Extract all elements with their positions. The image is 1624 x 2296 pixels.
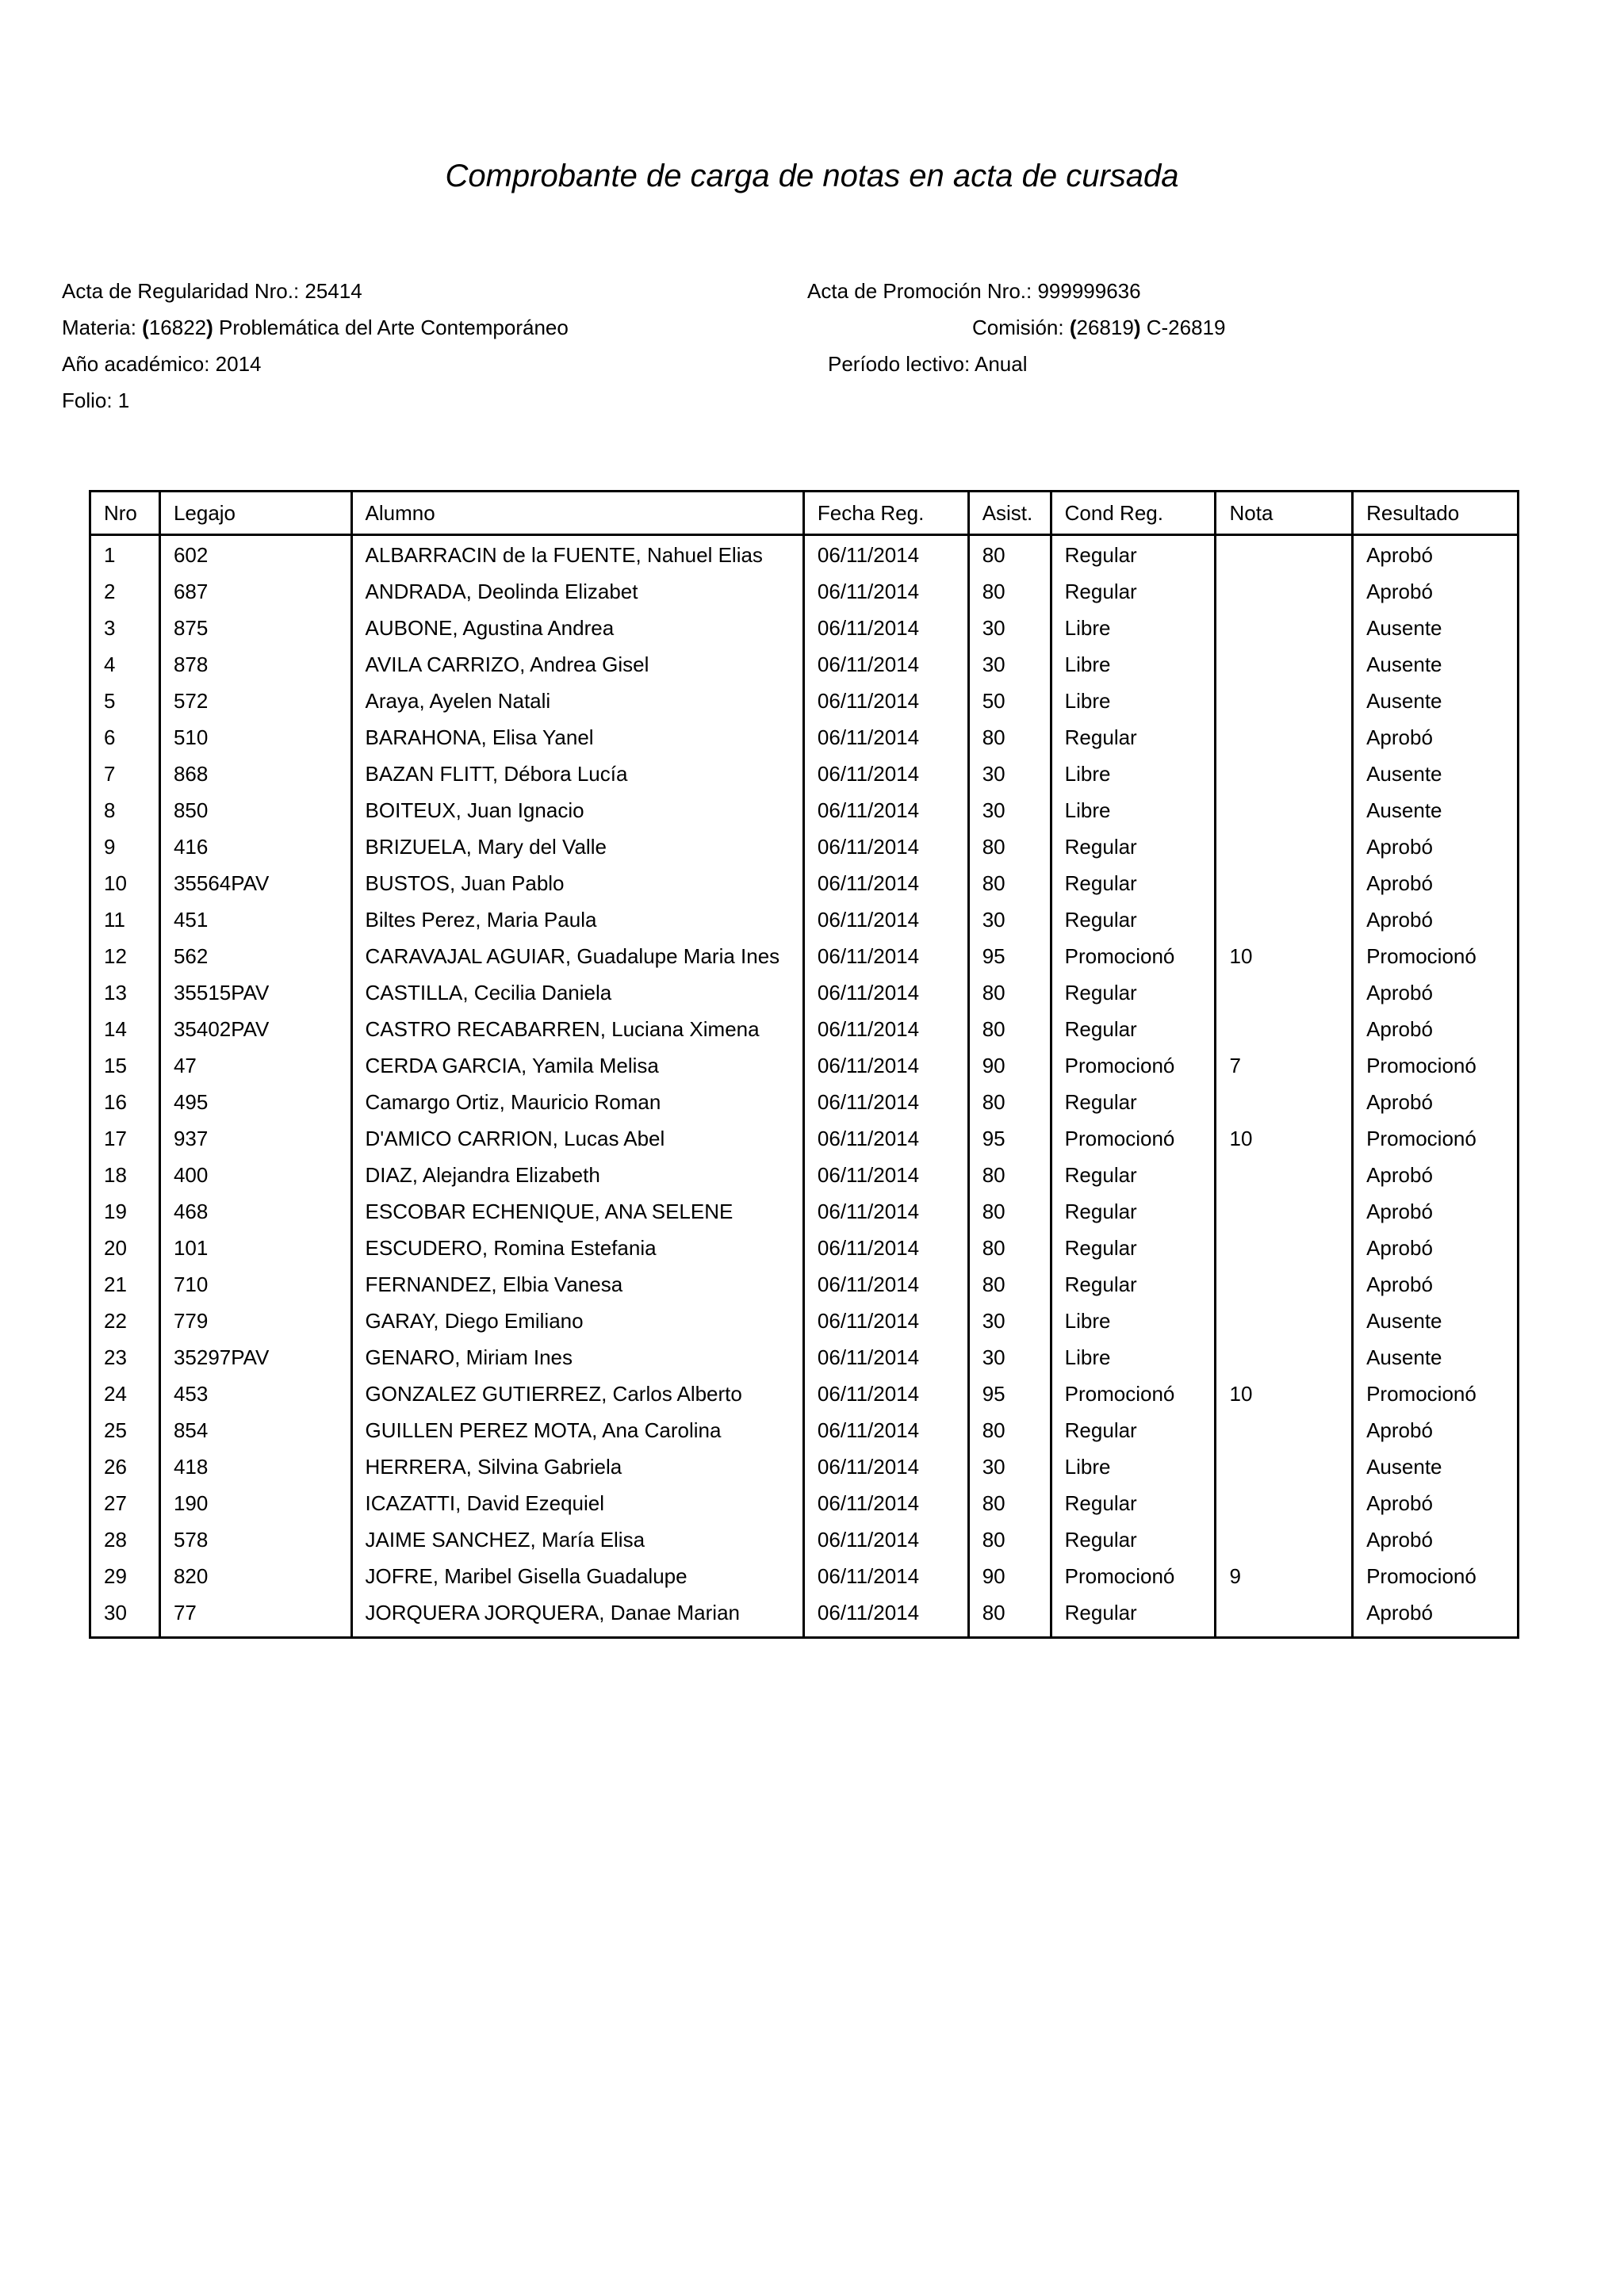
cell-legajo: 854 — [159, 1418, 351, 1454]
cell-cond-reg: Libre — [1051, 652, 1216, 688]
cell-nro: 25 — [90, 1418, 160, 1454]
cell-nro: 17 — [90, 1126, 160, 1162]
cell-nota — [1216, 761, 1353, 798]
cell-fecha-reg: 06/11/2014 — [803, 1563, 968, 1600]
cell-alumno: BUSTOS, Juan Pablo — [351, 871, 803, 907]
cell-fecha-reg: 06/11/2014 — [803, 1454, 968, 1490]
cell-alumno: DIAZ, Alejandra Elizabeth — [351, 1162, 803, 1199]
cell-cond-reg: Libre — [1051, 798, 1216, 834]
table-row — [90, 615, 1519, 652]
comision-close-paren: ) — [1133, 316, 1141, 339]
col-header-fecha-reg: Fecha Reg. — [803, 492, 968, 535]
cell-asist: 95 — [968, 943, 1051, 980]
cell-cond-reg: Regular — [1051, 1418, 1216, 1454]
cell-fecha-reg: 06/11/2014 — [803, 871, 968, 907]
cell-resultado: Aprobó — [1353, 834, 1519, 871]
cell-cond-reg: Regular — [1051, 1272, 1216, 1308]
cell-nro: 15 — [90, 1053, 160, 1089]
table-row — [90, 1527, 1519, 1563]
acta-regularidad: Acta de Regularidad Nro.: 25414 — [62, 279, 362, 303]
cell-alumno: BARAHONA, Elisa Yanel — [351, 725, 803, 761]
cell-nro: 18 — [90, 1162, 160, 1199]
cell-fecha-reg: 06/11/2014 — [803, 907, 968, 943]
cell-nota: 7 — [1216, 1053, 1353, 1089]
cell-asist: 80 — [968, 871, 1051, 907]
cell-alumno: Biltes Perez, Maria Paula — [351, 907, 803, 943]
cell-asist: 30 — [968, 907, 1051, 943]
cell-resultado: Aprobó — [1353, 725, 1519, 761]
cell-alumno: GUILLEN PEREZ MOTA, Ana Carolina — [351, 1418, 803, 1454]
col-header-cond-reg: Cond Reg. — [1051, 492, 1216, 535]
cell-fecha-reg: 06/11/2014 — [803, 652, 968, 688]
anio-academico: Año académico: 2014 — [62, 352, 262, 376]
cell-asist: 30 — [968, 798, 1051, 834]
cell-asist: 80 — [968, 1600, 1051, 1638]
cell-asist: 95 — [968, 1381, 1051, 1418]
cell-cond-reg: Regular — [1051, 834, 1216, 871]
cell-cond-reg: Regular — [1051, 725, 1216, 761]
cell-fecha-reg: 06/11/2014 — [803, 579, 968, 615]
cell-fecha-reg: 06/11/2014 — [803, 725, 968, 761]
cell-resultado: Ausente — [1353, 615, 1519, 652]
cell-legajo: 868 — [159, 761, 351, 798]
cell-fecha-reg: 06/11/2014 — [803, 688, 968, 725]
cell-nota — [1216, 980, 1353, 1016]
periodo-lectivo: Período lectivo: Anual — [828, 352, 1028, 376]
cell-alumno: Araya, Ayelen Natali — [351, 688, 803, 725]
col-header-nota: Nota — [1216, 492, 1353, 535]
table-row — [90, 834, 1519, 871]
cell-asist: 80 — [968, 980, 1051, 1016]
cell-asist: 30 — [968, 615, 1051, 652]
materia-open-paren: ( — [142, 316, 149, 339]
cell-nro: 9 — [90, 834, 160, 871]
cell-asist: 80 — [968, 1418, 1051, 1454]
cell-legajo: 190 — [159, 1490, 351, 1527]
cell-resultado: Promocionó — [1353, 1563, 1519, 1600]
col-header-nro: Nro — [90, 492, 160, 535]
cell-nro: 29 — [90, 1563, 160, 1600]
cell-legajo: 77 — [159, 1600, 351, 1638]
cell-fecha-reg: 06/11/2014 — [803, 1162, 968, 1199]
table-row — [90, 798, 1519, 834]
cell-fecha-reg: 06/11/2014 — [803, 1053, 968, 1089]
comision-label: Comisión: — [972, 316, 1070, 339]
cell-alumno: ESCUDERO, Romina Estefania — [351, 1235, 803, 1272]
table-row — [90, 1016, 1519, 1053]
table-body — [90, 535, 1519, 1638]
table-row — [90, 725, 1519, 761]
cell-nota — [1216, 688, 1353, 725]
cell-legajo: 820 — [159, 1563, 351, 1600]
cell-asist: 80 — [968, 1272, 1051, 1308]
cell-alumno: CASTRO RECABARREN, Luciana Ximena — [351, 1016, 803, 1053]
table-row — [90, 907, 1519, 943]
cell-nota — [1216, 725, 1353, 761]
cell-legajo: 850 — [159, 798, 351, 834]
cell-legajo: 602 — [159, 535, 351, 580]
cell-cond-reg: Regular — [1051, 1235, 1216, 1272]
cell-legajo: 878 — [159, 652, 351, 688]
cell-asist: 90 — [968, 1053, 1051, 1089]
cell-alumno: FERNANDEZ, Elbia Vanesa — [351, 1272, 803, 1308]
cell-resultado: Ausente — [1353, 688, 1519, 725]
cell-resultado: Ausente — [1353, 761, 1519, 798]
cell-legajo: 687 — [159, 579, 351, 615]
cell-nro: 10 — [90, 871, 160, 907]
cell-fecha-reg: 06/11/2014 — [803, 1089, 968, 1126]
cell-nro: 12 — [90, 943, 160, 980]
cell-legajo: 578 — [159, 1527, 351, 1563]
cell-fecha-reg: 06/11/2014 — [803, 1381, 968, 1418]
cell-resultado: Aprobó — [1353, 1418, 1519, 1454]
materia-close-paren: ) — [206, 316, 213, 339]
cell-asist: 80 — [968, 1089, 1051, 1126]
cell-cond-reg: Promocionó — [1051, 1381, 1216, 1418]
cell-nota — [1216, 1600, 1353, 1638]
table-header-row — [90, 492, 1519, 535]
cell-nota — [1216, 907, 1353, 943]
comision-name: C-26819 — [1140, 316, 1226, 339]
cell-cond-reg: Regular — [1051, 1600, 1216, 1638]
cell-nro: 20 — [90, 1235, 160, 1272]
cell-alumno: BAZAN FLITT, Débora Lucía — [351, 761, 803, 798]
table-row — [90, 1490, 1519, 1527]
cell-asist: 80 — [968, 1162, 1051, 1199]
cell-alumno: AVILA CARRIZO, Andrea Gisel — [351, 652, 803, 688]
cell-alumno: JAIME SANCHEZ, María Elisa — [351, 1527, 803, 1563]
comision-open-paren: ( — [1069, 316, 1077, 339]
cell-nota — [1216, 834, 1353, 871]
table-row — [90, 1126, 1519, 1162]
col-header-alumno: Alumno — [351, 492, 803, 535]
cell-resultado: Ausente — [1353, 652, 1519, 688]
cell-nro: 14 — [90, 1016, 160, 1053]
cell-alumno: Camargo Ortiz, Mauricio Roman — [351, 1089, 803, 1126]
cell-alumno: GENARO, Miriam Ines — [351, 1345, 803, 1381]
cell-cond-reg: Regular — [1051, 1199, 1216, 1235]
cell-cond-reg: Libre — [1051, 1454, 1216, 1490]
table-row — [90, 1345, 1519, 1381]
cell-asist: 90 — [968, 1563, 1051, 1600]
table-row — [90, 1418, 1519, 1454]
cell-nota: 10 — [1216, 1126, 1353, 1162]
cell-nro: 22 — [90, 1308, 160, 1345]
cell-nota: 10 — [1216, 1381, 1353, 1418]
cell-nota — [1216, 1527, 1353, 1563]
cell-legajo: 710 — [159, 1272, 351, 1308]
cell-cond-reg: Regular — [1051, 871, 1216, 907]
cell-legajo: 47 — [159, 1053, 351, 1089]
cell-nota — [1216, 1454, 1353, 1490]
cell-cond-reg: Regular — [1051, 1016, 1216, 1053]
comision-code: 26819 — [1076, 316, 1134, 339]
cell-resultado: Ausente — [1353, 1454, 1519, 1490]
cell-resultado: Aprobó — [1353, 1089, 1519, 1126]
cell-legajo: 937 — [159, 1126, 351, 1162]
cell-nro: 19 — [90, 1199, 160, 1235]
cell-nota: 9 — [1216, 1563, 1353, 1600]
cell-nota — [1216, 1308, 1353, 1345]
cell-asist: 80 — [968, 1527, 1051, 1563]
cell-fecha-reg: 06/11/2014 — [803, 943, 968, 980]
cell-fecha-reg: 06/11/2014 — [803, 1490, 968, 1527]
materia-label: Materia: — [62, 316, 143, 339]
cell-asist: 30 — [968, 1308, 1051, 1345]
cell-legajo: 35564PAV — [159, 871, 351, 907]
table-row — [90, 1381, 1519, 1418]
table-row — [90, 1454, 1519, 1490]
col-header-asist: Asist. — [968, 492, 1051, 535]
cell-nro: 5 — [90, 688, 160, 725]
cell-alumno: CARAVAJAL AGUIAR, Guadalupe Maria Ines — [351, 943, 803, 980]
materia-name: Problemática del Arte Contemporáneo — [213, 316, 569, 339]
cell-asist: 80 — [968, 1490, 1051, 1527]
col-header-legajo: Legajo — [159, 492, 351, 535]
cell-resultado: Aprobó — [1353, 579, 1519, 615]
cell-alumno: CASTILLA, Cecilia Daniela — [351, 980, 803, 1016]
cell-nro: 4 — [90, 652, 160, 688]
cell-cond-reg: Promocionó — [1051, 1053, 1216, 1089]
cell-fecha-reg: 06/11/2014 — [803, 1600, 968, 1638]
cell-asist: 80 — [968, 535, 1051, 580]
table-row — [90, 943, 1519, 980]
cell-fecha-reg: 06/11/2014 — [803, 1418, 968, 1454]
table-row — [90, 1199, 1519, 1235]
cell-alumno: ANDRADA, Deolinda Elizabet — [351, 579, 803, 615]
cell-legajo: 35297PAV — [159, 1345, 351, 1381]
cell-nota — [1216, 1490, 1353, 1527]
cell-fecha-reg: 06/11/2014 — [803, 1016, 968, 1053]
cell-legajo: 779 — [159, 1308, 351, 1345]
cell-fecha-reg: 06/11/2014 — [803, 1272, 968, 1308]
cell-cond-reg: Regular — [1051, 980, 1216, 1016]
cell-nro: 21 — [90, 1272, 160, 1308]
cell-nota — [1216, 1162, 1353, 1199]
cell-resultado: Aprobó — [1353, 1527, 1519, 1563]
cell-asist: 80 — [968, 1235, 1051, 1272]
cell-legajo: 101 — [159, 1235, 351, 1272]
cell-cond-reg: Promocionó — [1051, 943, 1216, 980]
cell-cond-reg: Libre — [1051, 761, 1216, 798]
cell-nro: 7 — [90, 761, 160, 798]
cell-legajo: 572 — [159, 688, 351, 725]
cell-asist: 80 — [968, 579, 1051, 615]
cell-resultado: Promocionó — [1353, 943, 1519, 980]
cell-asist: 80 — [968, 1016, 1051, 1053]
cell-fecha-reg: 06/11/2014 — [803, 1126, 968, 1162]
cell-asist: 95 — [968, 1126, 1051, 1162]
cell-cond-reg: Regular — [1051, 907, 1216, 943]
table-row — [90, 761, 1519, 798]
table-row — [90, 1563, 1519, 1600]
cell-asist: 30 — [968, 1454, 1051, 1490]
cell-alumno: GONZALEZ GUTIERREZ, Carlos Alberto — [351, 1381, 803, 1418]
cell-nota — [1216, 615, 1353, 652]
cell-legajo: 495 — [159, 1089, 351, 1126]
cell-nro: 3 — [90, 615, 160, 652]
cell-cond-reg: Promocionó — [1051, 1563, 1216, 1600]
cell-nro: 11 — [90, 907, 160, 943]
cell-resultado: Ausente — [1353, 1308, 1519, 1345]
cell-fecha-reg: 06/11/2014 — [803, 615, 968, 652]
table-row — [90, 652, 1519, 688]
cell-legajo: 451 — [159, 907, 351, 943]
acta-promocion: Acta de Promoción Nro.: 999999636 — [807, 279, 1141, 303]
cell-nota — [1216, 535, 1353, 580]
grades-table — [89, 490, 1519, 1639]
cell-alumno: HERRERA, Silvina Gabriela — [351, 1454, 803, 1490]
cell-nro: 6 — [90, 725, 160, 761]
cell-cond-reg: Regular — [1051, 1089, 1216, 1126]
cell-alumno: JORQUERA JORQUERA, Danae Marian — [351, 1600, 803, 1638]
cell-fecha-reg: 06/11/2014 — [803, 761, 968, 798]
cell-nro: 26 — [90, 1454, 160, 1490]
cell-alumno: GARAY, Diego Emiliano — [351, 1308, 803, 1345]
cell-resultado: Aprobó — [1353, 1235, 1519, 1272]
cell-resultado: Promocionó — [1353, 1053, 1519, 1089]
cell-asist: 30 — [968, 761, 1051, 798]
table-row — [90, 688, 1519, 725]
document-title: Comprobante de carga de notas en acta de cursada — [445, 159, 1179, 193]
cell-cond-reg: Libre — [1051, 1345, 1216, 1381]
table-row — [90, 980, 1519, 1016]
cell-nota — [1216, 652, 1353, 688]
cell-asist: 30 — [968, 652, 1051, 688]
cell-cond-reg: Regular — [1051, 535, 1216, 580]
materia — [62, 316, 569, 340]
table-row — [90, 1600, 1519, 1638]
cell-fecha-reg: 06/11/2014 — [803, 535, 968, 580]
cell-cond-reg: Libre — [1051, 615, 1216, 652]
cell-asist: 50 — [968, 688, 1051, 725]
cell-fecha-reg: 06/11/2014 — [803, 1527, 968, 1563]
cell-legajo: 875 — [159, 615, 351, 652]
cell-asist: 80 — [968, 1199, 1051, 1235]
table-row — [90, 535, 1519, 580]
cell-fecha-reg: 06/11/2014 — [803, 1235, 968, 1272]
cell-nota — [1216, 1235, 1353, 1272]
cell-cond-reg: Libre — [1051, 1308, 1216, 1345]
cell-cond-reg: Libre — [1051, 688, 1216, 725]
cell-alumno: AUBONE, Agustina Andrea — [351, 615, 803, 652]
cell-alumno: ICAZATTI, David Ezequiel — [351, 1490, 803, 1527]
cell-resultado: Aprobó — [1353, 1016, 1519, 1053]
cell-legajo: 562 — [159, 943, 351, 980]
cell-resultado: Promocionó — [1353, 1126, 1519, 1162]
cell-alumno: BOITEUX, Juan Ignacio — [351, 798, 803, 834]
table-row — [90, 1089, 1519, 1126]
cell-nota — [1216, 1016, 1353, 1053]
col-header-resultado: Resultado — [1353, 492, 1519, 535]
cell-fecha-reg: 06/11/2014 — [803, 1308, 968, 1345]
cell-nota — [1216, 1272, 1353, 1308]
cell-asist: 80 — [968, 725, 1051, 761]
cell-nro: 27 — [90, 1490, 160, 1527]
cell-alumno: BRIZUELA, Mary del Valle — [351, 834, 803, 871]
table-row — [90, 871, 1519, 907]
cell-resultado: Aprobó — [1353, 1162, 1519, 1199]
cell-nro: 16 — [90, 1089, 160, 1126]
cell-nro: 28 — [90, 1527, 160, 1563]
cell-nota — [1216, 579, 1353, 615]
cell-legajo: 468 — [159, 1199, 351, 1235]
cell-cond-reg: Regular — [1051, 1162, 1216, 1199]
table-row — [90, 1272, 1519, 1308]
cell-legajo: 453 — [159, 1381, 351, 1418]
table-row — [90, 1053, 1519, 1089]
cell-cond-reg: Regular — [1051, 1490, 1216, 1527]
cell-legajo: 510 — [159, 725, 351, 761]
cell-cond-reg: Promocionó — [1051, 1126, 1216, 1162]
cell-nota — [1216, 1418, 1353, 1454]
cell-asist: 80 — [968, 834, 1051, 871]
cell-asist: 30 — [968, 1345, 1051, 1381]
cell-resultado: Aprobó — [1353, 1490, 1519, 1527]
cell-nro: 8 — [90, 798, 160, 834]
cell-legajo: 400 — [159, 1162, 351, 1199]
cell-cond-reg: Regular — [1051, 579, 1216, 615]
cell-nro: 2 — [90, 579, 160, 615]
cell-resultado: Aprobó — [1353, 1600, 1519, 1638]
folio: Folio: 1 — [62, 388, 130, 412]
materia-code: 16822 — [148, 316, 207, 339]
cell-legajo: 35515PAV — [159, 980, 351, 1016]
cell-resultado: Aprobó — [1353, 871, 1519, 907]
cell-resultado: Promocionó — [1353, 1381, 1519, 1418]
cell-alumno: CERDA GARCIA, Yamila Melisa — [351, 1053, 803, 1089]
cell-alumno: JOFRE, Maribel Gisella Guadalupe — [351, 1563, 803, 1600]
table-row — [90, 1235, 1519, 1272]
cell-resultado: Ausente — [1353, 798, 1519, 834]
cell-nro: 23 — [90, 1345, 160, 1381]
cell-nota — [1216, 871, 1353, 907]
cell-legajo: 416 — [159, 834, 351, 871]
cell-alumno: ALBARRACIN de la FUENTE, Nahuel Elias — [351, 535, 803, 580]
cell-resultado: Aprobó — [1353, 907, 1519, 943]
cell-nota — [1216, 1089, 1353, 1126]
cell-alumno: D'AMICO CARRION, Lucas Abel — [351, 1126, 803, 1162]
cell-resultado: Aprobó — [1353, 1199, 1519, 1235]
cell-fecha-reg: 06/11/2014 — [803, 980, 968, 1016]
cell-nro: 24 — [90, 1381, 160, 1418]
cell-alumno: ESCOBAR ECHENIQUE, ANA SELENE — [351, 1199, 803, 1235]
table-row — [90, 579, 1519, 615]
cell-nro: 13 — [90, 980, 160, 1016]
cell-nota — [1216, 1199, 1353, 1235]
comision — [972, 316, 1225, 340]
cell-resultado: Aprobó — [1353, 980, 1519, 1016]
cell-nota — [1216, 798, 1353, 834]
cell-nota — [1216, 1345, 1353, 1381]
cell-resultado: Aprobó — [1353, 535, 1519, 580]
table-row — [90, 1162, 1519, 1199]
cell-fecha-reg: 06/11/2014 — [803, 1199, 968, 1235]
cell-nota: 10 — [1216, 943, 1353, 980]
cell-cond-reg: Regular — [1051, 1527, 1216, 1563]
cell-fecha-reg: 06/11/2014 — [803, 1345, 968, 1381]
cell-resultado: Ausente — [1353, 1345, 1519, 1381]
cell-nro: 1 — [90, 535, 160, 580]
cell-nro: 30 — [90, 1600, 160, 1638]
cell-resultado: Aprobó — [1353, 1272, 1519, 1308]
table-row — [90, 1308, 1519, 1345]
cell-legajo: 418 — [159, 1454, 351, 1490]
cell-fecha-reg: 06/11/2014 — [803, 798, 968, 834]
cell-legajo: 35402PAV — [159, 1016, 351, 1053]
cell-fecha-reg: 06/11/2014 — [803, 834, 968, 871]
